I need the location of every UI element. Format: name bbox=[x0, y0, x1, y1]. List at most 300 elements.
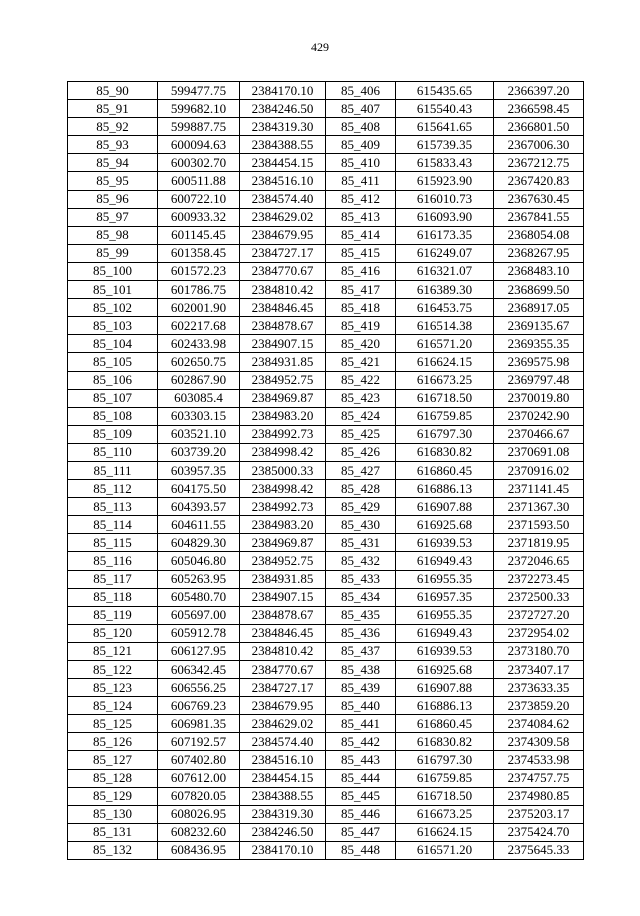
table-cell-point-id-right: 85_429 bbox=[326, 498, 396, 516]
table-row bbox=[68, 136, 584, 154]
table-cell-point-id-right: 85_431 bbox=[326, 534, 396, 552]
table-cell-point-id-left: 85_107 bbox=[68, 389, 158, 407]
coordinates-table bbox=[67, 81, 584, 860]
table-cell-x-left: 600302.70 bbox=[158, 154, 240, 172]
table-cell-point-id-left: 85_117 bbox=[68, 570, 158, 588]
table-cell-y-right: 2374309.58 bbox=[494, 733, 584, 751]
table-cell-y-left: 2384388.55 bbox=[240, 136, 326, 154]
table-cell-x-left: 599682.10 bbox=[158, 100, 240, 118]
table-cell-point-id-left: 85_102 bbox=[68, 299, 158, 317]
table-row bbox=[68, 353, 584, 371]
table-cell-x-right: 616759.85 bbox=[396, 407, 494, 425]
table-cell-x-right: 615540.43 bbox=[396, 100, 494, 118]
table-cell-x-left: 602867.90 bbox=[158, 371, 240, 389]
table-cell-y-right: 2367212.75 bbox=[494, 154, 584, 172]
table-cell-x-left: 604611.55 bbox=[158, 516, 240, 534]
table-cell-point-id-left: 85_122 bbox=[68, 661, 158, 679]
table-cell-y-left: 2384319.30 bbox=[240, 118, 326, 136]
table-cell-y-left: 2385000.33 bbox=[240, 461, 326, 479]
table-cell-point-id-right: 85_433 bbox=[326, 570, 396, 588]
table-cell-point-id-left: 85_91 bbox=[68, 100, 158, 118]
table-cell-x-right: 616939.53 bbox=[396, 642, 494, 660]
table-cell-y-right: 2367841.55 bbox=[494, 208, 584, 226]
table-cell-x-left: 606769.23 bbox=[158, 697, 240, 715]
table-cell-y-left: 2384998.42 bbox=[240, 480, 326, 498]
table-cell-point-id-left: 85_103 bbox=[68, 317, 158, 335]
table-row bbox=[68, 606, 584, 624]
table-cell-y-left: 2384931.85 bbox=[240, 353, 326, 371]
table-cell-y-right: 2373407.17 bbox=[494, 661, 584, 679]
table-row bbox=[68, 805, 584, 823]
table-cell-y-right: 2373633.35 bbox=[494, 679, 584, 697]
table-cell-y-right: 2371367.30 bbox=[494, 498, 584, 516]
table-cell-x-right: 615641.65 bbox=[396, 118, 494, 136]
table-cell-y-right: 2367006.30 bbox=[494, 136, 584, 154]
table-cell-y-right: 2370019.80 bbox=[494, 389, 584, 407]
table-cell-point-id-left: 85_94 bbox=[68, 154, 158, 172]
table-cell-y-right: 2373859.20 bbox=[494, 697, 584, 715]
table-cell-y-left: 2384629.02 bbox=[240, 715, 326, 733]
table-cell-y-left: 2384983.20 bbox=[240, 407, 326, 425]
table-cell-y-right: 2374533.98 bbox=[494, 751, 584, 769]
table-cell-point-id-left: 85_93 bbox=[68, 136, 158, 154]
table-cell-y-right: 2372046.65 bbox=[494, 552, 584, 570]
table-row bbox=[68, 172, 584, 190]
table-cell-y-left: 2384952.75 bbox=[240, 552, 326, 570]
table-cell-y-right: 2375424.70 bbox=[494, 823, 584, 841]
table-row bbox=[68, 425, 584, 443]
table-cell-point-id-left: 85_99 bbox=[68, 244, 158, 262]
table-cell-x-left: 602001.90 bbox=[158, 299, 240, 317]
table-cell-point-id-right: 85_409 bbox=[326, 136, 396, 154]
table-row bbox=[68, 715, 584, 733]
table-cell-y-left: 2384969.87 bbox=[240, 389, 326, 407]
table-cell-point-id-right: 85_418 bbox=[326, 299, 396, 317]
table-cell-x-right: 616955.35 bbox=[396, 606, 494, 624]
table-cell-y-right: 2370691.08 bbox=[494, 443, 584, 461]
table-cell-y-left: 2384983.20 bbox=[240, 516, 326, 534]
table-cell-point-id-left: 85_119 bbox=[68, 606, 158, 624]
table-cell-x-left: 600722.10 bbox=[158, 190, 240, 208]
table-cell-point-id-left: 85_110 bbox=[68, 443, 158, 461]
table-cell-x-left: 605480.70 bbox=[158, 588, 240, 606]
table-cell-point-id-left: 85_95 bbox=[68, 172, 158, 190]
table-row bbox=[68, 154, 584, 172]
table-cell-y-right: 2366598.45 bbox=[494, 100, 584, 118]
table-cell-point-id-right: 85_414 bbox=[326, 226, 396, 244]
table-cell-x-left: 603303.15 bbox=[158, 407, 240, 425]
table-cell-x-right: 616673.25 bbox=[396, 805, 494, 823]
table-cell-x-right: 616249.07 bbox=[396, 244, 494, 262]
table-cell-x-right: 616571.20 bbox=[396, 335, 494, 353]
table-cell-y-left: 2384992.73 bbox=[240, 498, 326, 516]
table-cell-x-left: 605046.80 bbox=[158, 552, 240, 570]
table-cell-point-id-left: 85_92 bbox=[68, 118, 158, 136]
table-cell-y-right: 2371141.45 bbox=[494, 480, 584, 498]
table-cell-point-id-right: 85_441 bbox=[326, 715, 396, 733]
table-cell-y-right: 2369797.48 bbox=[494, 371, 584, 389]
table-cell-y-left: 2384931.85 bbox=[240, 570, 326, 588]
table-cell-point-id-right: 85_445 bbox=[326, 787, 396, 805]
table-cell-point-id-right: 85_437 bbox=[326, 642, 396, 660]
table-cell-point-id-right: 85_436 bbox=[326, 624, 396, 642]
table-cell-x-left: 600094.63 bbox=[158, 136, 240, 154]
table-cell-x-right: 616389.30 bbox=[396, 281, 494, 299]
table-row bbox=[68, 118, 584, 136]
table-row bbox=[68, 281, 584, 299]
table-cell-y-right: 2369135.67 bbox=[494, 317, 584, 335]
table-row bbox=[68, 642, 584, 660]
table-cell-x-right: 616860.45 bbox=[396, 715, 494, 733]
table-row bbox=[68, 443, 584, 461]
table-row bbox=[68, 262, 584, 280]
table-cell-point-id-right: 85_444 bbox=[326, 769, 396, 787]
table-cell-point-id-right: 85_439 bbox=[326, 679, 396, 697]
table-cell-x-left: 600933.32 bbox=[158, 208, 240, 226]
table-cell-y-left: 2384770.67 bbox=[240, 661, 326, 679]
table-cell-point-id-right: 85_407 bbox=[326, 100, 396, 118]
table-cell-point-id-left: 85_132 bbox=[68, 841, 158, 859]
table-row bbox=[68, 624, 584, 642]
table-cell-x-left: 603739.20 bbox=[158, 443, 240, 461]
table-row bbox=[68, 552, 584, 570]
table-cell-y-right: 2372273.45 bbox=[494, 570, 584, 588]
table-cell-x-left: 607192.57 bbox=[158, 733, 240, 751]
table-row bbox=[68, 787, 584, 805]
table-cell-point-id-right: 85_446 bbox=[326, 805, 396, 823]
table-row bbox=[68, 516, 584, 534]
table-cell-x-right: 616093.90 bbox=[396, 208, 494, 226]
table-row bbox=[68, 100, 584, 118]
table-cell-point-id-right: 85_440 bbox=[326, 697, 396, 715]
table-cell-y-right: 2369355.35 bbox=[494, 335, 584, 353]
table-row bbox=[68, 480, 584, 498]
table-cell-point-id-left: 85_116 bbox=[68, 552, 158, 570]
table-cell-y-right: 2372727.20 bbox=[494, 606, 584, 624]
table-cell-y-right: 2368917.05 bbox=[494, 299, 584, 317]
table-cell-x-left: 602433.98 bbox=[158, 335, 240, 353]
table-cell-y-left: 2384907.15 bbox=[240, 335, 326, 353]
table-cell-y-right: 2370242.90 bbox=[494, 407, 584, 425]
table-cell-point-id-right: 85_416 bbox=[326, 262, 396, 280]
table-cell-x-right: 616830.82 bbox=[396, 733, 494, 751]
table-cell-x-right: 616949.43 bbox=[396, 624, 494, 642]
table-cell-x-right: 616718.50 bbox=[396, 389, 494, 407]
table-cell-point-id-left: 85_118 bbox=[68, 588, 158, 606]
table-cell-point-id-left: 85_104 bbox=[68, 335, 158, 353]
table-cell-x-right: 616860.45 bbox=[396, 461, 494, 479]
table-cell-y-left: 2384846.45 bbox=[240, 624, 326, 642]
table-cell-y-left: 2384516.10 bbox=[240, 172, 326, 190]
table-cell-y-right: 2371593.50 bbox=[494, 516, 584, 534]
table-row bbox=[68, 317, 584, 335]
table-cell-point-id-right: 85_428 bbox=[326, 480, 396, 498]
table-cell-point-id-left: 85_111 bbox=[68, 461, 158, 479]
table-cell-x-right: 615833.43 bbox=[396, 154, 494, 172]
table-cell-y-right: 2368054.08 bbox=[494, 226, 584, 244]
table-cell-point-id-right: 85_438 bbox=[326, 661, 396, 679]
table-cell-point-id-right: 85_421 bbox=[326, 353, 396, 371]
table-cell-point-id-left: 85_112 bbox=[68, 480, 158, 498]
table-cell-y-left: 2384170.10 bbox=[240, 82, 326, 100]
table-cell-y-left: 2384770.67 bbox=[240, 262, 326, 280]
table-cell-point-id-left: 85_96 bbox=[68, 190, 158, 208]
table-cell-x-left: 601145.45 bbox=[158, 226, 240, 244]
table-cell-point-id-left: 85_130 bbox=[68, 805, 158, 823]
table-cell-y-left: 2384727.17 bbox=[240, 679, 326, 697]
table-cell-x-left: 606556.25 bbox=[158, 679, 240, 697]
table-cell-point-id-right: 85_430 bbox=[326, 516, 396, 534]
table-cell-x-right: 616907.88 bbox=[396, 498, 494, 516]
table-cell-y-right: 2369575.98 bbox=[494, 353, 584, 371]
table-cell-y-right: 2368483.10 bbox=[494, 262, 584, 280]
table-cell-x-left: 608436.95 bbox=[158, 841, 240, 859]
table-row bbox=[68, 733, 584, 751]
table-row bbox=[68, 371, 584, 389]
table-row bbox=[68, 299, 584, 317]
table-cell-y-right: 2370466.67 bbox=[494, 425, 584, 443]
table-cell-point-id-right: 85_415 bbox=[326, 244, 396, 262]
table-cell-x-right: 616010.73 bbox=[396, 190, 494, 208]
table-row bbox=[68, 407, 584, 425]
table-row bbox=[68, 697, 584, 715]
table-cell-point-id-right: 85_422 bbox=[326, 371, 396, 389]
table-cell-x-right: 616797.30 bbox=[396, 425, 494, 443]
table-cell-point-id-right: 85_425 bbox=[326, 425, 396, 443]
table-cell-point-id-left: 85_128 bbox=[68, 769, 158, 787]
table-row bbox=[68, 190, 584, 208]
table-cell-y-right: 2374980.85 bbox=[494, 787, 584, 805]
table-cell-x-right: 615435.65 bbox=[396, 82, 494, 100]
table-cell-x-left: 603085.4 bbox=[158, 389, 240, 407]
table-cell-point-id-right: 85_412 bbox=[326, 190, 396, 208]
table-cell-point-id-left: 85_123 bbox=[68, 679, 158, 697]
table-cell-x-right: 615923.90 bbox=[396, 172, 494, 190]
table-cell-y-left: 2384454.15 bbox=[240, 154, 326, 172]
table-cell-x-right: 616907.88 bbox=[396, 679, 494, 697]
table-cell-x-left: 605263.95 bbox=[158, 570, 240, 588]
table-cell-x-right: 616321.07 bbox=[396, 262, 494, 280]
table-cell-x-left: 607612.00 bbox=[158, 769, 240, 787]
table-cell-y-left: 2384629.02 bbox=[240, 208, 326, 226]
table-cell-x-left: 601786.75 bbox=[158, 281, 240, 299]
table-cell-point-id-right: 85_411 bbox=[326, 172, 396, 190]
table-cell-y-right: 2370916.02 bbox=[494, 461, 584, 479]
table-row bbox=[68, 679, 584, 697]
table-cell-point-id-left: 85_131 bbox=[68, 823, 158, 841]
table-cell-x-left: 604175.50 bbox=[158, 480, 240, 498]
table-cell-point-id-left: 85_120 bbox=[68, 624, 158, 642]
table-cell-y-left: 2384574.40 bbox=[240, 733, 326, 751]
table-cell-point-id-left: 85_98 bbox=[68, 226, 158, 244]
table-cell-y-right: 2371819.95 bbox=[494, 534, 584, 552]
table-cell-point-id-right: 85_420 bbox=[326, 335, 396, 353]
table-cell-x-right: 616624.15 bbox=[396, 353, 494, 371]
table-cell-y-left: 2384992.73 bbox=[240, 425, 326, 443]
table-cell-x-left: 604829.30 bbox=[158, 534, 240, 552]
table-cell-x-right: 616759.85 bbox=[396, 769, 494, 787]
table-cell-y-right: 2368699.50 bbox=[494, 281, 584, 299]
table-cell-point-id-left: 85_113 bbox=[68, 498, 158, 516]
table-cell-x-left: 607402.80 bbox=[158, 751, 240, 769]
table-cell-x-left: 606981.35 bbox=[158, 715, 240, 733]
table-cell-x-left: 601572.23 bbox=[158, 262, 240, 280]
table-cell-point-id-left: 85_125 bbox=[68, 715, 158, 733]
table-cell-point-id-right: 85_419 bbox=[326, 317, 396, 335]
table-cell-y-left: 2384388.55 bbox=[240, 787, 326, 805]
table-cell-x-left: 608232.60 bbox=[158, 823, 240, 841]
table-row bbox=[68, 208, 584, 226]
table-cell-point-id-left: 85_129 bbox=[68, 787, 158, 805]
table-cell-x-right: 616624.15 bbox=[396, 823, 494, 841]
page-bottom-margin bbox=[0, 905, 640, 916]
table-cell-point-id-right: 85_434 bbox=[326, 588, 396, 606]
table-cell-x-left: 602217.68 bbox=[158, 317, 240, 335]
table-cell-x-left: 606342.45 bbox=[158, 661, 240, 679]
table-cell-y-left: 2384952.75 bbox=[240, 371, 326, 389]
table-cell-y-left: 2384246.50 bbox=[240, 823, 326, 841]
table-cell-point-id-right: 85_410 bbox=[326, 154, 396, 172]
table-cell-x-right: 616173.35 bbox=[396, 226, 494, 244]
table-cell-point-id-left: 85_97 bbox=[68, 208, 158, 226]
table-cell-point-id-left: 85_90 bbox=[68, 82, 158, 100]
table-cell-x-right: 616886.13 bbox=[396, 697, 494, 715]
table-cell-y-left: 2384679.95 bbox=[240, 697, 326, 715]
table-cell-y-right: 2375645.33 bbox=[494, 841, 584, 859]
table-cell-point-id-right: 85_413 bbox=[326, 208, 396, 226]
table-cell-point-id-right: 85_432 bbox=[326, 552, 396, 570]
table-cell-point-id-left: 85_115 bbox=[68, 534, 158, 552]
table-cell-y-right: 2366801.50 bbox=[494, 118, 584, 136]
table-cell-y-left: 2384454.15 bbox=[240, 769, 326, 787]
table-cell-y-left: 2384246.50 bbox=[240, 100, 326, 118]
table-row bbox=[68, 769, 584, 787]
table-cell-y-left: 2384878.67 bbox=[240, 606, 326, 624]
table-cell-point-id-right: 85_448 bbox=[326, 841, 396, 859]
table-cell-x-left: 605912.78 bbox=[158, 624, 240, 642]
table-cell-point-id-right: 85_443 bbox=[326, 751, 396, 769]
table-cell-point-id-right: 85_427 bbox=[326, 461, 396, 479]
table-cell-x-right: 616955.35 bbox=[396, 570, 494, 588]
table-cell-x-left: 608026.95 bbox=[158, 805, 240, 823]
table-cell-x-left: 603521.10 bbox=[158, 425, 240, 443]
table-cell-y-left: 2384907.15 bbox=[240, 588, 326, 606]
table-cell-point-id-right: 85_426 bbox=[326, 443, 396, 461]
table-cell-y-right: 2374084.62 bbox=[494, 715, 584, 733]
table-cell-x-left: 604393.57 bbox=[158, 498, 240, 516]
table-cell-y-left: 2384998.42 bbox=[240, 443, 326, 461]
page-number: 429 bbox=[311, 40, 329, 54]
table-cell-y-right: 2372500.33 bbox=[494, 588, 584, 606]
table-cell-point-id-left: 85_100 bbox=[68, 262, 158, 280]
table-cell-y-right: 2366397.20 bbox=[494, 82, 584, 100]
table-cell-y-right: 2367630.45 bbox=[494, 190, 584, 208]
table-cell-x-left: 599887.75 bbox=[158, 118, 240, 136]
table-cell-point-id-left: 85_105 bbox=[68, 353, 158, 371]
table-cell-x-left: 605697.00 bbox=[158, 606, 240, 624]
table-cell-point-id-right: 85_406 bbox=[326, 82, 396, 100]
table-cell-x-right: 616830.82 bbox=[396, 443, 494, 461]
table-cell-y-right: 2373180.70 bbox=[494, 642, 584, 660]
table-cell-point-id-right: 85_424 bbox=[326, 407, 396, 425]
table-cell-y-left: 2384846.45 bbox=[240, 299, 326, 317]
table-cell-x-right: 616939.53 bbox=[396, 534, 494, 552]
table-cell-y-right: 2375203.17 bbox=[494, 805, 584, 823]
table-cell-point-id-left: 85_108 bbox=[68, 407, 158, 425]
table-cell-y-left: 2384810.42 bbox=[240, 281, 326, 299]
table-cell-y-left: 2384727.17 bbox=[240, 244, 326, 262]
table-row bbox=[68, 498, 584, 516]
table-row bbox=[68, 226, 584, 244]
table-cell-y-right: 2372954.02 bbox=[494, 624, 584, 642]
table-cell-point-id-left: 85_126 bbox=[68, 733, 158, 751]
table-cell-x-right: 616949.43 bbox=[396, 552, 494, 570]
table-cell-point-id-right: 85_442 bbox=[326, 733, 396, 751]
table-cell-point-id-left: 85_101 bbox=[68, 281, 158, 299]
table-cell-x-left: 601358.45 bbox=[158, 244, 240, 262]
table-cell-x-right: 616925.68 bbox=[396, 661, 494, 679]
table-cell-point-id-left: 85_109 bbox=[68, 425, 158, 443]
table-row bbox=[68, 534, 584, 552]
table-cell-point-id-left: 85_127 bbox=[68, 751, 158, 769]
table-cell-x-left: 602650.75 bbox=[158, 353, 240, 371]
table-cell-x-left: 606127.95 bbox=[158, 642, 240, 660]
table-cell-x-right: 616673.25 bbox=[396, 371, 494, 389]
table-cell-x-right: 616957.35 bbox=[396, 588, 494, 606]
table-cell-point-id-right: 85_435 bbox=[326, 606, 396, 624]
table-cell-x-right: 616797.30 bbox=[396, 751, 494, 769]
table-cell-point-id-left: 85_114 bbox=[68, 516, 158, 534]
coordinates-table-body bbox=[68, 82, 584, 860]
table-cell-y-right: 2367420.83 bbox=[494, 172, 584, 190]
table-cell-x-left: 607820.05 bbox=[158, 787, 240, 805]
table-row bbox=[68, 82, 584, 100]
table-cell-point-id-left: 85_106 bbox=[68, 371, 158, 389]
table-cell-y-left: 2384170.10 bbox=[240, 841, 326, 859]
table-cell-x-right: 615739.35 bbox=[396, 136, 494, 154]
table-row bbox=[68, 244, 584, 262]
table-row bbox=[68, 661, 584, 679]
table-cell-x-left: 600511.88 bbox=[158, 172, 240, 190]
table-cell-y-right: 2374757.75 bbox=[494, 769, 584, 787]
table-row bbox=[68, 841, 584, 859]
table-cell-x-right: 616571.20 bbox=[396, 841, 494, 859]
table-cell-y-left: 2384574.40 bbox=[240, 190, 326, 208]
table-cell-x-right: 616718.50 bbox=[396, 787, 494, 805]
table-cell-point-id-right: 85_417 bbox=[326, 281, 396, 299]
table-row bbox=[68, 588, 584, 606]
table-cell-x-right: 616453.75 bbox=[396, 299, 494, 317]
table-cell-y-left: 2384516.10 bbox=[240, 751, 326, 769]
table-cell-point-id-right: 85_447 bbox=[326, 823, 396, 841]
table-row bbox=[68, 335, 584, 353]
table-row bbox=[68, 389, 584, 407]
table-cell-point-id-right: 85_423 bbox=[326, 389, 396, 407]
table-cell-x-right: 616925.68 bbox=[396, 516, 494, 534]
table-cell-y-left: 2384679.95 bbox=[240, 226, 326, 244]
table-row bbox=[68, 823, 584, 841]
table-cell-y-left: 2384319.30 bbox=[240, 805, 326, 823]
table-row bbox=[68, 461, 584, 479]
table-cell-x-right: 616514.38 bbox=[396, 317, 494, 335]
table-cell-x-left: 603957.35 bbox=[158, 461, 240, 479]
table-cell-y-left: 2384810.42 bbox=[240, 642, 326, 660]
table-cell-y-left: 2384969.87 bbox=[240, 534, 326, 552]
table-cell-point-id-left: 85_124 bbox=[68, 697, 158, 715]
table-cell-x-left: 599477.75 bbox=[158, 82, 240, 100]
table-row bbox=[68, 751, 584, 769]
table-cell-point-id-right: 85_408 bbox=[326, 118, 396, 136]
